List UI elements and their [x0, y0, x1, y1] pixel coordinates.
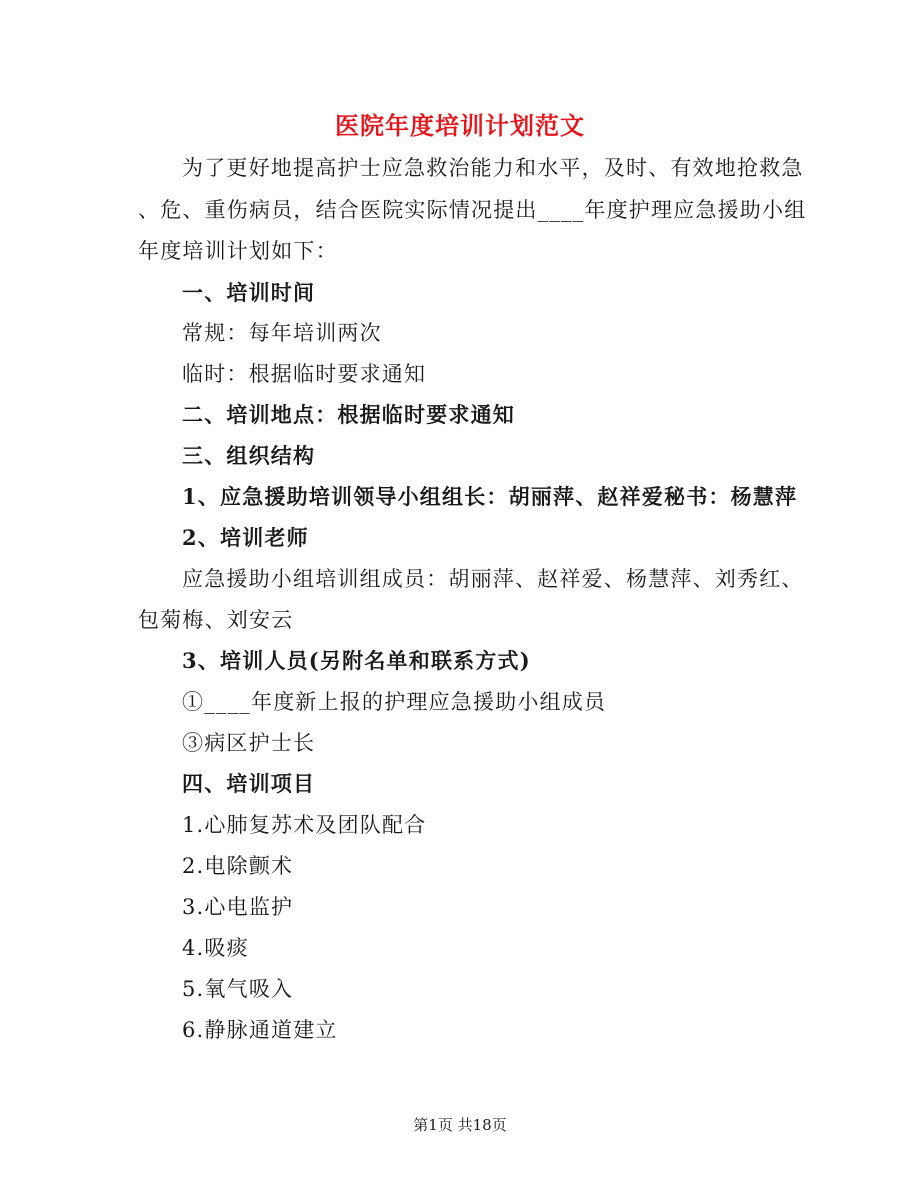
training-item: 6.静脉通道建立 — [182, 1018, 338, 1042]
training-regular: 常规：每年培训两次 — [182, 321, 382, 345]
training-item: 1.心肺复苏术及团队配合 — [182, 813, 427, 837]
training-temporary: 临时：根据临时要求通知 — [182, 362, 427, 386]
page-footer: 第1页 共18页 — [413, 1116, 507, 1134]
trainee-group-3: ③病区护士长 — [182, 731, 316, 755]
org-leaders: 1、应急援助培训领导小组组长：胡丽萍、赵祥爱秘书：杨慧萍 — [182, 484, 798, 509]
training-item: 2.电除颤术 — [182, 854, 294, 878]
intro-line-2: 、危、重伤病员，结合医院实际情况提出____年度护理应急援助小组 — [138, 198, 807, 222]
section-1-heading: 一、培训时间 — [182, 280, 316, 305]
section-4-heading: 四、培训项目 — [182, 771, 316, 796]
section-3-heading: 三、组织结构 — [182, 443, 316, 468]
training-item: 5.氧气吸入 — [182, 977, 294, 1001]
training-item: 4.吸痰 — [182, 936, 249, 960]
intro-line-3: 年度培训计划如下： — [138, 239, 338, 263]
teachers-line-1: 应急援助小组培训组成员：胡丽萍、赵祥爱、杨慧萍、刘秀红、 — [182, 567, 804, 591]
trainee-group-1: ①____年度新上报的护理应急援助小组成员 — [182, 690, 607, 714]
teachers-line-2: 包菊梅、刘安云 — [138, 608, 294, 632]
trainees-heading: 3、培训人员(另附名单和联系方式) — [182, 648, 531, 673]
intro-line-1: 为了更好地提高护士应急救治能力和水平，及时、有效地抢救急 — [182, 156, 804, 180]
training-item: 3.心电监护 — [182, 895, 294, 919]
section-2-heading: 二、培训地点：根据临时要求通知 — [182, 402, 515, 427]
document-title: 医院年度培训计划范文 — [335, 111, 585, 140]
org-teachers-heading: 2、培训老师 — [182, 525, 309, 550]
